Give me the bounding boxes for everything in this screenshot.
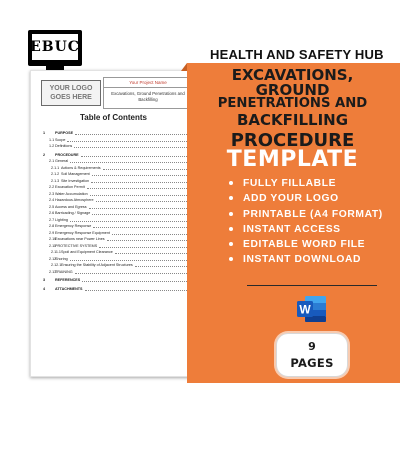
toc-number: 2.4 <box>49 198 55 202</box>
toc-leader-dots <box>70 159 189 163</box>
toc-text: Site Investigation <box>61 178 90 183</box>
toc-text: Definitions <box>55 144 73 148</box>
brand-logo-text: EBUC <box>32 34 78 60</box>
feature-item <box>229 191 383 206</box>
bullet-icon <box>229 257 233 261</box>
toc-leader-dots <box>99 244 189 248</box>
feature-item <box>229 176 383 191</box>
toc-row <box>43 143 191 150</box>
document-header <box>41 77 191 107</box>
toc-leader-dots <box>93 224 189 228</box>
toc-leader-dots <box>115 250 189 254</box>
brand-logo <box>28 30 82 66</box>
toc-leader-dots <box>70 257 189 261</box>
title-line-1: EXCAVATIONS, <box>231 66 354 84</box>
feature-label: EDITABLE WORD FILE <box>243 239 366 251</box>
feature-list <box>229 176 383 268</box>
toc-text: Water Accumulation <box>55 191 88 196</box>
document-title-block <box>103 77 193 109</box>
toc-leader-dots <box>81 153 189 157</box>
bullet-icon <box>229 227 233 231</box>
toc-leader-dots <box>135 263 189 267</box>
bullet-icon <box>229 212 233 216</box>
toc-text: PROCEDURE <box>55 152 79 157</box>
pages-label: PAGES <box>290 356 334 370</box>
hub-title: HEALTH AND SAFETY HUB <box>210 47 384 62</box>
toc-row <box>43 277 191 284</box>
toc-title: Table of Contents <box>80 113 147 122</box>
toc-leader-dots <box>75 270 189 274</box>
toc-number: 2.10 <box>49 237 57 241</box>
toc-leader-dots <box>70 218 189 222</box>
feature-label: INSTANT DOWNLOAD <box>243 254 362 266</box>
toc-text: TRAINING <box>55 269 73 274</box>
toc-number: 2.13 <box>49 269 57 274</box>
toc-text: Shoring <box>55 256 68 261</box>
toc-number: 2.1 <box>49 159 55 163</box>
toc-number: 2.11 <box>49 243 56 248</box>
toc-number: 1.1 <box>49 137 55 142</box>
logo-placeholder-line2: GOES HERE <box>50 94 92 101</box>
toc-text: Emergency Response Equipment <box>55 230 110 235</box>
toc-leader-dots <box>91 179 189 183</box>
toc-leader-dots <box>87 185 189 189</box>
bullet-icon <box>229 242 233 246</box>
toc-number: 2.1.2 <box>51 172 60 176</box>
feature-item <box>229 252 383 267</box>
toc-number: 2.5 <box>49 204 55 209</box>
toc-text: General <box>55 159 69 163</box>
divider <box>247 285 377 286</box>
toc-text: REFERENCES <box>55 278 81 282</box>
feature-item <box>229 222 383 237</box>
toc-number: 2.6 <box>49 211 55 215</box>
toc-leader-dots <box>112 231 189 235</box>
toc-leader-dots <box>67 138 189 142</box>
logo-placeholder-line1: YOUR LOGO <box>49 85 93 92</box>
feature-label: INSTANT ACCESS <box>243 223 341 235</box>
pages-count: 9 <box>308 340 316 353</box>
word-icon-letter: W <box>299 302 311 317</box>
feature-item <box>229 237 383 252</box>
document-preview <box>30 70 197 377</box>
toc-number: 2.11.1 <box>51 250 61 254</box>
toc-text: Soil Management <box>61 172 90 176</box>
feature-label: ADD YOUR LOGO <box>243 193 339 205</box>
toc-text: Lighting <box>55 217 68 222</box>
feature-item <box>229 207 383 222</box>
document-name-line1: Excavations, Ground Penetrations and <box>111 91 185 96</box>
word-file-icon <box>296 294 328 324</box>
toc-number: 2.7 <box>49 217 55 222</box>
title-line-4: BACKFILLING <box>236 111 349 129</box>
toc-number: 2.3 <box>49 191 55 196</box>
toc-row <box>43 269 191 276</box>
toc-text: PURPOSE <box>55 131 74 135</box>
toc-number: 2.12 <box>49 256 57 261</box>
toc-leader-dots <box>75 131 189 135</box>
toc-leader-dots <box>92 211 189 215</box>
title-template: TEMPLATE <box>226 147 359 172</box>
toc-text: Spoil and Equipment Clearance <box>61 250 113 254</box>
toc-number: 2.9 <box>49 230 55 235</box>
toc-text: Excavation Permit <box>55 185 85 189</box>
title-line-3: PENETRATIONS AND <box>217 96 368 111</box>
toc-text: Hazardous Atmosphere <box>55 198 94 202</box>
toc-text: Scope <box>55 137 66 142</box>
toc-leader-dots <box>103 166 189 170</box>
toc-number: 2.2 <box>49 185 55 189</box>
toc-text: Emergency Response <box>55 224 92 228</box>
toc-number: 4 <box>43 286 46 291</box>
toc-leader-dots <box>74 144 189 148</box>
toc-text: Excavations near Power Lines <box>55 237 105 241</box>
toc-leader-dots <box>107 237 189 241</box>
toc-text: ATTACHMENTS <box>55 286 83 291</box>
toc-number: 2.1.3 <box>51 178 60 183</box>
feature-label: FULLY FILLABLE <box>243 178 337 189</box>
logo-placeholder <box>41 80 101 106</box>
toc-leader-dots <box>96 198 189 202</box>
toc-leader-dots <box>90 192 189 196</box>
toc-text: Ensuring the Stability of Adjacent Structures <box>61 263 133 267</box>
bullet-icon <box>229 181 233 185</box>
document-name <box>104 88 192 103</box>
table-of-contents <box>43 130 191 292</box>
title-line-2: GROUND <box>255 81 330 99</box>
toc-number: 2.1.1 <box>51 165 60 170</box>
toc-leader-dots <box>85 287 189 291</box>
bullet-icon <box>229 196 233 200</box>
toc-number: 1 <box>43 131 46 135</box>
toc-number: 1.2 <box>49 144 55 148</box>
feature-label: PRINTABLE (A4 FORMAT) <box>243 208 383 220</box>
toc-text: Barricading / Signage <box>55 211 91 215</box>
document-name-line2: Backfilling <box>138 97 158 102</box>
toc-text: Actions & Requirements <box>61 165 101 170</box>
toc-row <box>43 286 191 293</box>
toc-leader-dots <box>82 278 189 282</box>
toc-leader-dots <box>92 172 189 176</box>
pages-badge <box>276 333 348 377</box>
toc-number: 3 <box>43 278 46 282</box>
toc-number: 2.8 <box>49 224 55 228</box>
toc-text: Access and Egress <box>55 204 87 209</box>
project-name: Your Project Name <box>104 78 192 88</box>
title-procedure: PROCEDURE <box>230 130 355 151</box>
toc-text: PROTECTIVE SYSTEMS <box>55 243 98 248</box>
toc-number: 2.12.1 <box>51 263 62 267</box>
toc-leader-dots <box>89 205 189 209</box>
toc-number: 2 <box>43 152 46 157</box>
